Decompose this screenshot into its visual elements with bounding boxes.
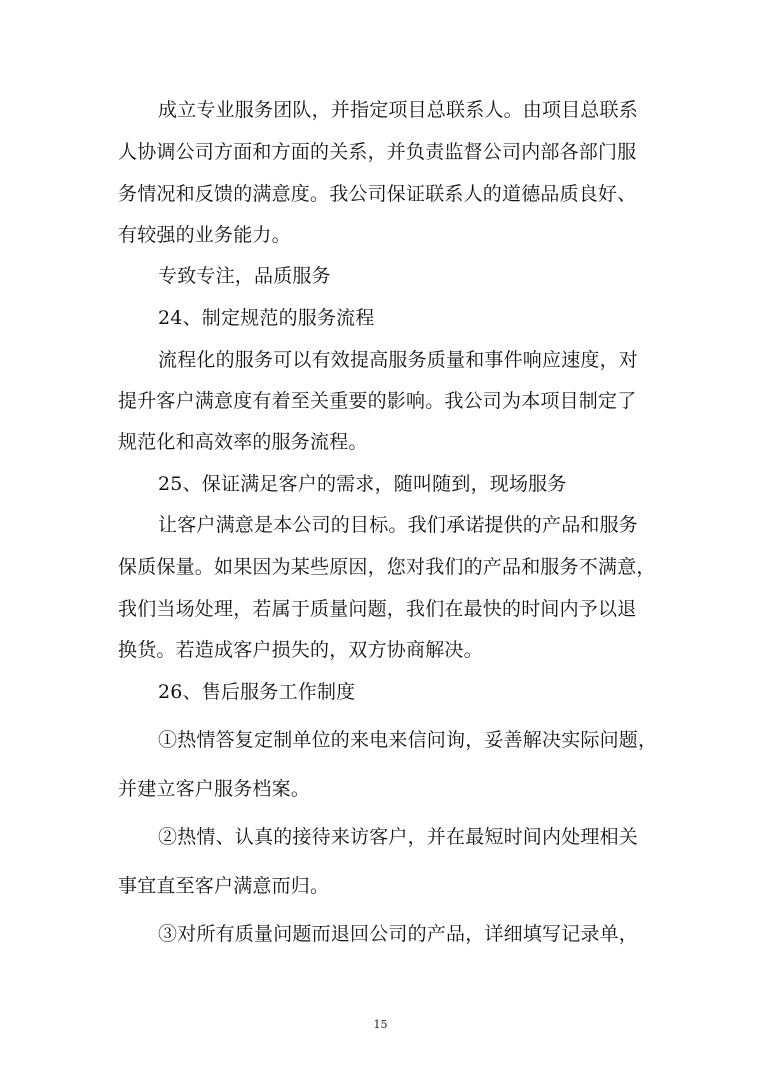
page-number: 15 (373, 1018, 388, 1031)
paragraph-line: 流程化的服务可以有效提高服务质量和事件响应速度，对 (158, 349, 639, 371)
section-heading: 26、售后服务工作制度 (158, 681, 356, 703)
paragraph-line: 我们当场处理，若属于质量问题，我们在最快的时间内予以退 (118, 598, 637, 620)
section-line: 专致专注，品质服务 (158, 265, 331, 287)
list-item-line: 并建立客户服务档案。 (118, 778, 311, 800)
list-item-line: 事宜直至客户满意而归。 (118, 875, 330, 897)
paragraph-line: 让客户满意是本公司的目标。我们承诺提供的产品和服务 (158, 514, 639, 536)
paragraph-line: 人协调公司方面和方面的关系，并负责监督公司内部各部门服 (118, 141, 637, 163)
section-heading: 24、制定规范的服务流程 (158, 307, 375, 329)
paragraph-line: 成立专业服务团队，并指定项目总联系人。由项目总联系 (158, 99, 639, 121)
paragraph-line: 有较强的业务能力。 (118, 224, 291, 246)
paragraph-line: 务情况和反馈的满意度。我公司保证联系人的道德品质良好、 (118, 183, 637, 205)
paragraph-line: 换货。若造成客户损失的，双方协商解决。 (118, 639, 483, 661)
section-heading: 25、保证满足客户的需求，随叫随到，现场服务 (158, 473, 567, 495)
paragraph-line: 提升客户满意度有着至关重要的影响。我公司为本项目制定了 (118, 390, 637, 412)
list-item-line: ②热情、认真的接待来访客户，并在最短时间内处理相关 (158, 826, 639, 848)
paragraph-line: 规范化和高效率的服务流程。 (118, 431, 368, 453)
paragraph-line: 保质保量。如果因为某些原因，您对我们的产品和服务不满意， (118, 556, 656, 578)
list-item-line: ③对所有质量问题而退回公司的产品，详细填写记录单， (158, 923, 639, 945)
list-item-line: ①热情答复定制单位的来电来信问询，妥善解决实际问题， (158, 729, 658, 751)
